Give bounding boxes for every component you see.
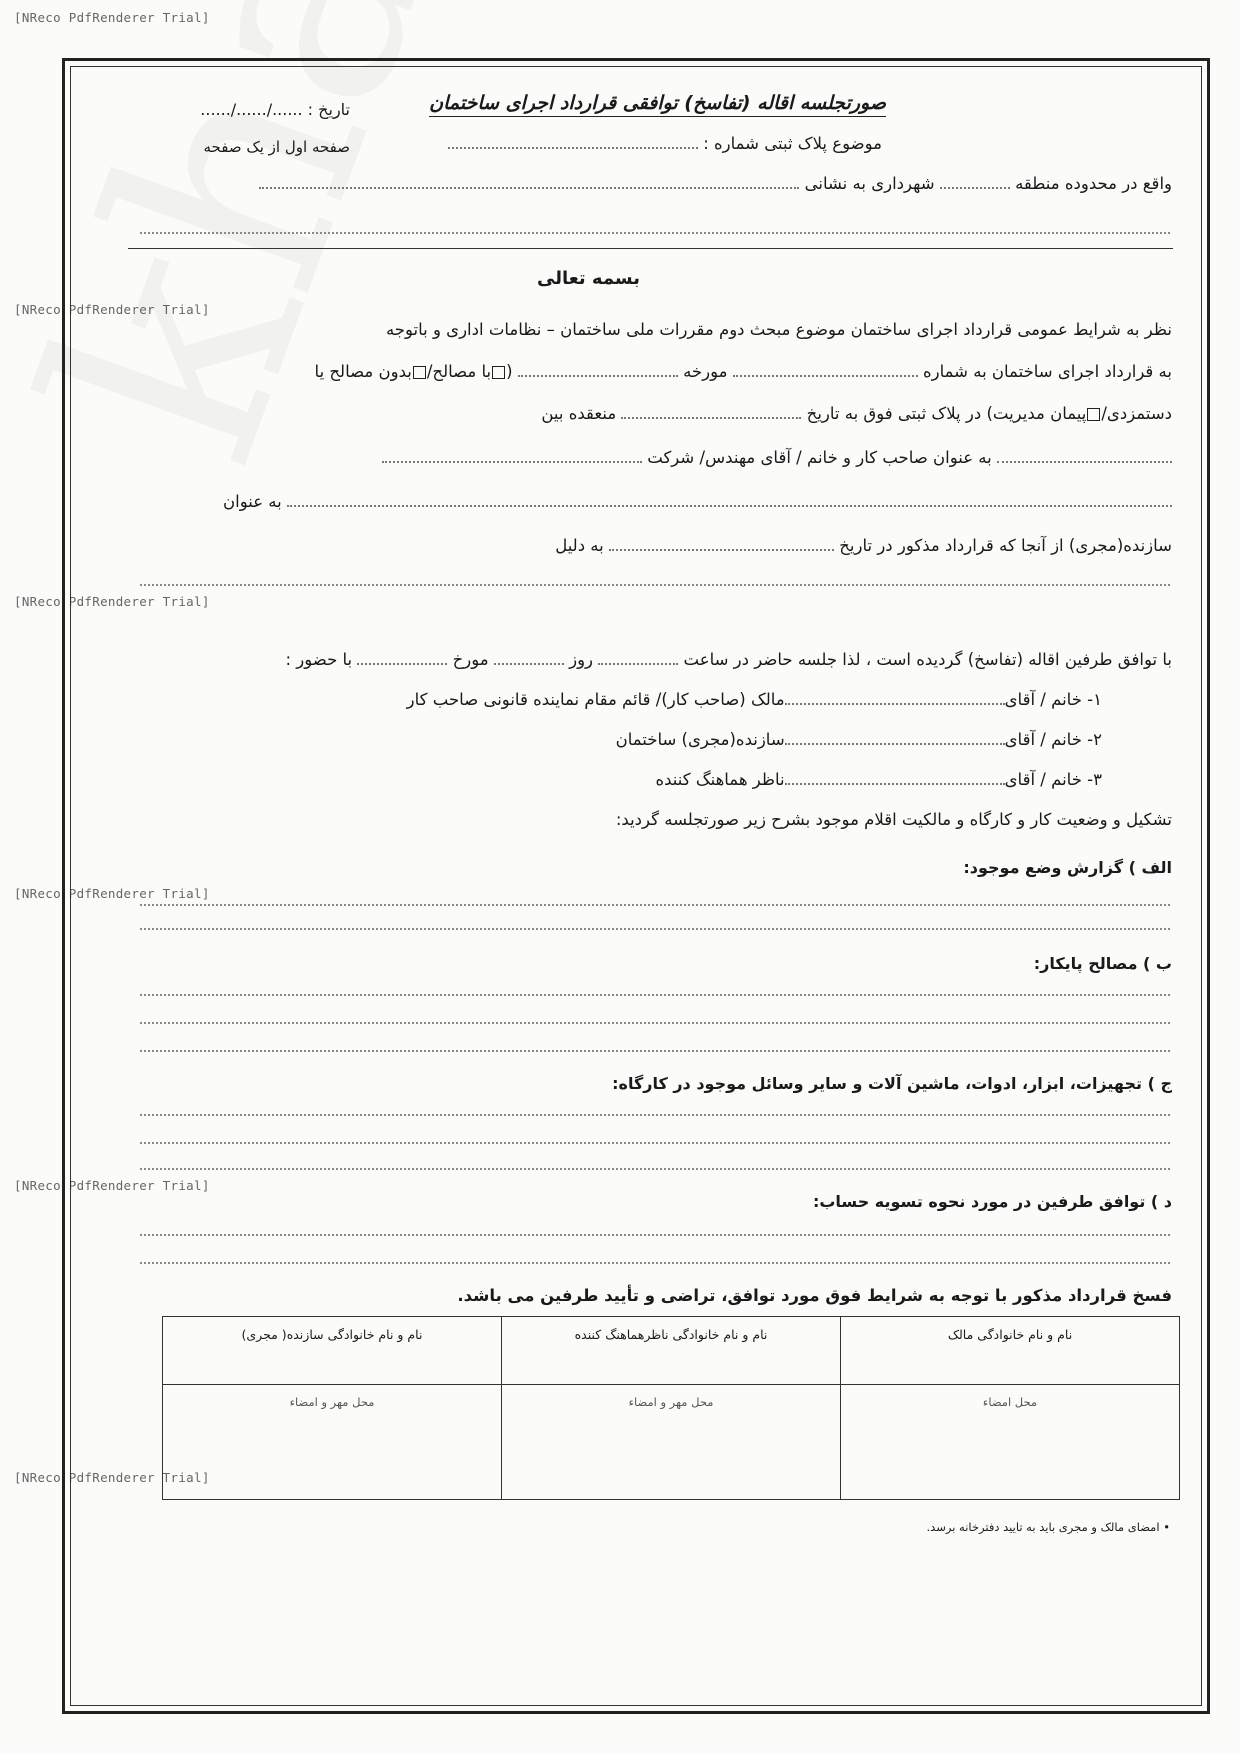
attendee-role: سازنده(مجری) ساختمان <box>615 730 785 749</box>
reason-blank-line <box>140 584 1170 586</box>
attendee-2 <box>616 730 1102 749</box>
dotted-line <box>140 1022 1170 1024</box>
without-materials-label: بدون مصالح یا <box>314 362 412 381</box>
owner-header: نام و نام خانوادگی مالک <box>947 1327 1073 1342</box>
municipality-label: شهرداری به نشانی <box>804 174 935 193</box>
body-line-4 <box>382 448 1172 467</box>
body-line-1: نظر به شرایط عمومی قرارداد اجرای ساختمان موضوع مبحث دوم مقررات ملی ساختمان – نظامات اداری و باتوجه <box>385 320 1172 339</box>
section-c-heading: ج ) تجهیزات، ابزار، ادوات، ماشین آلات و سایر وسائل موجود در کارگاه: <box>612 1074 1172 1093</box>
with-materials-checkbox[interactable] <box>492 366 505 379</box>
attendee-title: خانم / آقای <box>1004 690 1082 709</box>
day-label: روز <box>569 650 594 669</box>
contract-date-blank <box>518 365 678 377</box>
section-a-heading: الف ) گزارش وضع موجود: <box>963 858 1172 877</box>
dotted-line <box>140 1114 1170 1116</box>
trial-notice: [NReco PdfRenderer Trial] <box>14 1178 210 1193</box>
bullet-icon: • <box>1163 1520 1170 1534</box>
party-name-blank <box>287 495 1172 507</box>
body-line-5 <box>223 492 1172 511</box>
dotted-line <box>140 994 1170 996</box>
trial-notice: [NReco PdfRenderer Trial] <box>14 886 210 901</box>
employer-engineer-label: به عنوان صاحب کار و خانم / آقای مهندس/ شرکت <box>647 448 992 467</box>
formation-line: تشکیل و وضعیت کار و کارگاه و مالکیت اقلام موجود بشرح زیر صورتجلسه گردید: <box>615 810 1172 829</box>
concluded-date-blank <box>621 407 801 419</box>
owner-signature-cell <box>841 1385 1180 1500</box>
reason-label: به دلیل <box>555 536 604 555</box>
basmala: بسمه تعالی <box>537 268 640 289</box>
dotted-line <box>140 928 1170 930</box>
with-materials-label: با مصالح/ <box>426 362 492 381</box>
date-field: تاریخ : ....../....../...... <box>200 100 350 119</box>
management-contract-label: پیمان مدیریت) در پلاک ثبتی فوق به تاریخ <box>806 404 1087 423</box>
subject-line <box>448 134 882 153</box>
address-blank <box>259 177 799 189</box>
signature-table <box>162 1316 1180 1500</box>
employer-name-blank <box>997 451 1172 463</box>
dotted-line <box>140 1142 1170 1144</box>
meeting-time-label: با توافق طرفین اقاله (تفاسخ) گردیده است ، لذا جلسه حاضر در ساعت <box>683 650 1172 669</box>
builder-header: نام و نام خانوادگی سازنده( مجری) <box>241 1327 423 1342</box>
subject-label: موضوع پلاک ثبتی شماره : <box>703 134 882 153</box>
body-line-7 <box>285 650 1172 669</box>
builder-signature-cell <box>163 1385 502 1500</box>
contract-number-label: به قرارداد اجرای ساختمان به شماره <box>922 362 1172 381</box>
contract-date-label: مورخه <box>683 362 728 381</box>
paren: ( <box>506 362 513 381</box>
attendee-number: ۳- <box>1087 770 1102 789</box>
supervisor-signature-cell <box>502 1385 841 1500</box>
management-contract-checkbox[interactable] <box>1087 408 1100 421</box>
attendee-title: خانم / آقای <box>1004 770 1082 789</box>
dotted-line <box>140 1262 1170 1264</box>
attendee-role: ناظر هماهنگ کننده <box>655 770 785 789</box>
trial-notice: [NReco PdfRenderer Trial] <box>14 302 210 317</box>
dotted-line <box>140 1168 1170 1170</box>
page-info: صفحه اول از یک صفحه <box>203 138 350 156</box>
body-line-2 <box>315 362 1172 381</box>
location-label: واقع در محدوده منطقه <box>1015 174 1172 193</box>
supervisor-name-cell <box>502 1317 841 1385</box>
attendee-role: مالک (صاحب کار)/ قائم مقام نماینده قانونی صاحب کار <box>406 690 785 709</box>
without-materials-checkbox[interactable] <box>413 366 426 379</box>
builder-label: سازنده(مجری) از آنجا که قرارداد مذکور در تاریخ <box>839 536 1172 555</box>
body-line-3 <box>541 404 1172 423</box>
trial-notice: [NReco PdfRenderer Trial] <box>14 594 210 609</box>
attendee-name-blank <box>785 773 1005 785</box>
owner-name-cell <box>841 1317 1180 1385</box>
trial-notice: [NReco PdfRenderer Trial] <box>14 1470 210 1485</box>
header-divider <box>128 248 1173 249</box>
document-title: صورتجلسه اقاله (تفاسخ) توافقی قرارداد اجرای ساختمان <box>429 92 886 117</box>
engineer-name-blank <box>382 451 642 463</box>
dotted-line <box>140 1050 1170 1052</box>
section-b-heading: ب ) مصالح پایکار: <box>1033 954 1172 973</box>
supervisor-header: نام و نام خانوادگی ناظرهماهنگ کننده <box>574 1327 768 1342</box>
dotted-line <box>140 232 1170 234</box>
attendee-number: ۱- <box>1087 690 1102 709</box>
final-statement: فسخ قرارداد مذکور با توجه به شرایط فوق مورد توافق، تراضی و تأیید طرفین می باشد. <box>457 1286 1172 1305</box>
as-label: به عنوان <box>223 492 282 511</box>
dotted-line <box>140 904 1170 906</box>
wage-label: دستمزدی/ <box>1101 404 1172 423</box>
attendee-name-blank <box>785 733 1005 745</box>
body-line-6 <box>555 536 1172 555</box>
attendee-3 <box>655 770 1102 789</box>
owner-signature-label: محل امضاء <box>982 1395 1038 1409</box>
attendee-number: ۲- <box>1087 730 1102 749</box>
attendance-label: با حضور : <box>285 650 353 669</box>
location-line <box>259 174 1172 193</box>
region-blank <box>940 177 1010 189</box>
attendee-name-blank <box>785 693 1005 705</box>
day-blank <box>494 653 564 665</box>
contract-date-blank-2 <box>609 539 834 551</box>
contract-number-blank <box>733 365 918 377</box>
meeting-date-blank <box>357 653 447 665</box>
footnote-text: امضای مالک و مجری باید به تایید دفترخانه برسد. <box>926 1520 1160 1534</box>
dotted-line <box>140 1234 1170 1236</box>
supervisor-signature-label: محل مهر و امضاء <box>628 1395 714 1409</box>
attendee-title: خانم / آقای <box>1004 730 1082 749</box>
builder-name-cell <box>163 1317 502 1385</box>
meeting-date-label: مورخ <box>452 650 489 669</box>
subject-blank <box>448 137 698 149</box>
footnote <box>927 1520 1170 1534</box>
section-d-heading: د ) توافق طرفین در مورد نحوه تسویه حساب: <box>812 1192 1172 1211</box>
builder-signature-label: محل مهر و امضاء <box>289 1395 375 1409</box>
trial-notice: [NReco PdfRenderer Trial] <box>14 10 210 25</box>
concluded-between-label: منعقده بین <box>541 404 617 423</box>
attendee-1 <box>407 690 1102 709</box>
hour-blank <box>598 653 678 665</box>
